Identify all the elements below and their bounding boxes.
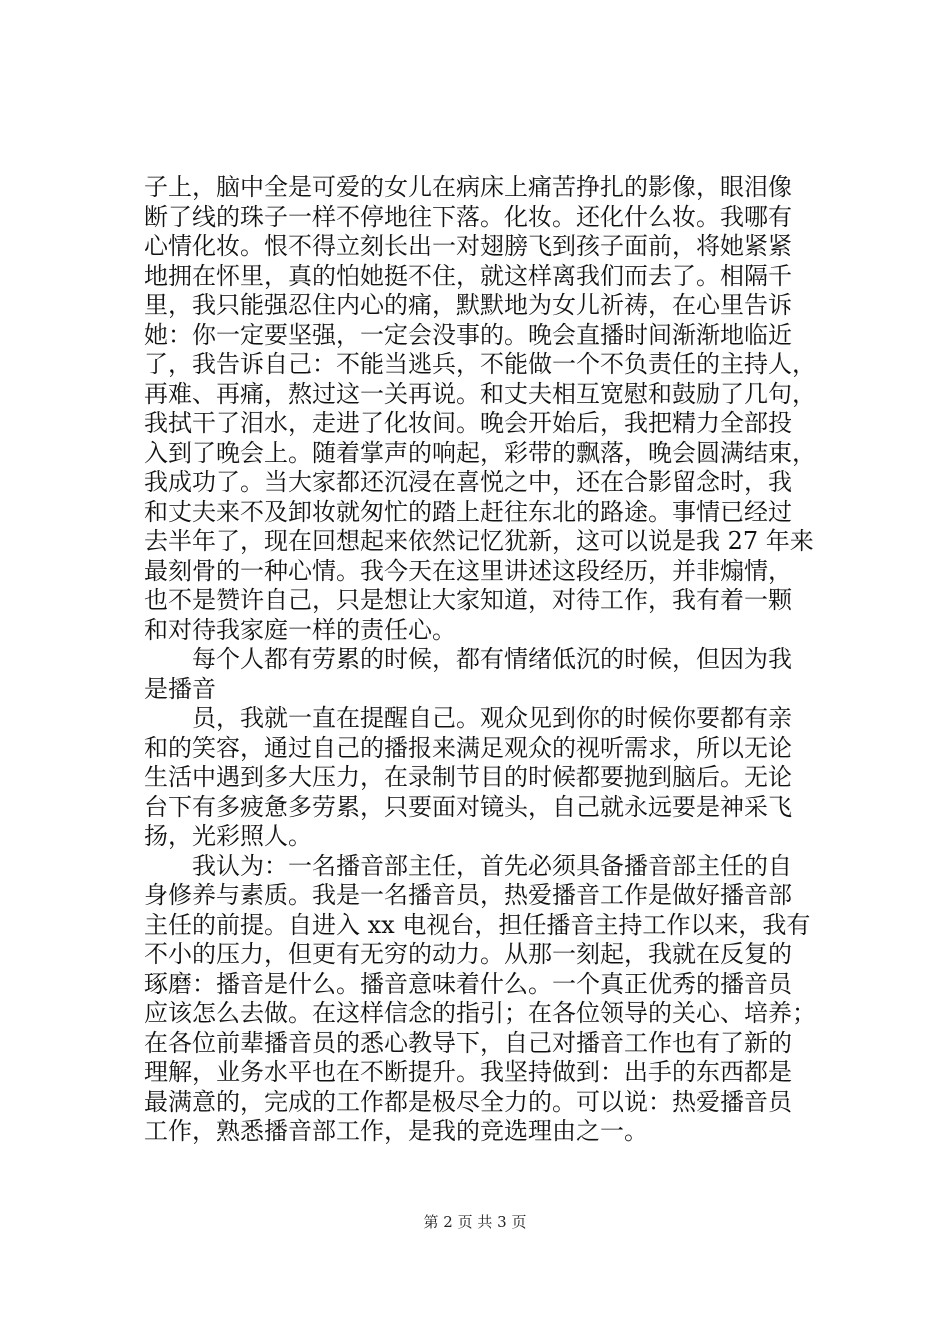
text-line: 和丈夫来不及卸妆就匆忙的踏上赶往东北的路途。事情已经过 bbox=[144, 497, 792, 526]
text-line: 地拥在怀里，真的怕她挺不住，就这样离我们而去了。相隔千 bbox=[144, 261, 792, 290]
text-line: 台下有多疲惫多劳累，只要面对镜头，自己就永远要是神采飞 bbox=[144, 792, 792, 821]
text-line: 琢磨：播音是什么。播音意味着什么。一个真正优秀的播音员 bbox=[144, 969, 792, 998]
text-line: 扬，光彩照人。 bbox=[144, 822, 312, 850]
text-line: 和对待我家庭一样的责任心。 bbox=[144, 615, 456, 644]
text-line: 她：你一定要坚强，一定会没事的。晚会直播时间渐渐地临近 bbox=[144, 320, 792, 349]
text-line: 最满意的，完成的工作都是极尽全力的。可以说：热爱播音员 bbox=[144, 1087, 792, 1116]
text-line: 生活中遇到多大压力，在录制节目的时候都要抛到脑后。无论 bbox=[144, 763, 792, 791]
text-line: 身修养与素质。我是一名播音员，热爱播音工作是做好播音部 bbox=[144, 881, 792, 909]
text-line: 了，我告诉自己：不能当逃兵，不能做一个不负责任的主持人， bbox=[144, 350, 816, 378]
page-footer: 第 2 页 共 3 页 bbox=[423, 1213, 527, 1231]
text-line: 也不是赞许自己，只是想让大家知道，对待工作，我有着一颗 bbox=[144, 586, 792, 614]
text-line: 我成功了。当大家都还沉浸在喜悦之中，还在合影留念时，我 bbox=[144, 468, 792, 496]
text-line: 再难、再痛，熬过这一关再说。和丈夫相互宽慰和鼓励了几句， bbox=[144, 379, 816, 408]
text-line: 在各位前辈播音员的悉心教导下，自己对播音工作也有了新的 bbox=[144, 1028, 792, 1057]
text-line: 和的笑容，通过自己的播报来满足观众的视听需求，所以无论 bbox=[144, 733, 792, 762]
text-line: 每个人都有劳累的时候，都有情绪低沉的时候，但因为我 bbox=[192, 645, 792, 673]
text-line: 最刻骨的一种心情。我今天在这里讲述这段经历，并非煽情， bbox=[144, 556, 792, 585]
body-text bbox=[144, 173, 834, 1147]
text-line: 断了线的珠子一样不停地往下落。化妆。还化什么妆。我哪有 bbox=[144, 202, 792, 231]
text-line: 工作，熟悉播音部工作，是我的竞选理由之一。 bbox=[144, 1117, 648, 1145]
text-line: 入到了晚会上。随着掌声的响起，彩带的飘落，晚会圆满结束， bbox=[144, 438, 816, 467]
text-line: 应该怎么去做。在这样信念的指引；在各位领导的关心、培养； bbox=[144, 999, 816, 1027]
text-line: 是播音 bbox=[144, 674, 216, 703]
text-line: 去半年了，现在回想起来依然记忆犹新，这可以说是我 27 年来 bbox=[144, 527, 814, 555]
text-line: 子上，脑中全是可爱的女儿在病床上痛苦挣扎的影像，眼泪像 bbox=[144, 173, 792, 201]
text-line: 心情化妆。恨不得立刻长出一对翅膀飞到孩子面前，将她紧紧 bbox=[144, 232, 792, 260]
text-line: 主任的前提。自进入 xx 电视台，担任播音主持工作以来，我有 bbox=[144, 910, 811, 939]
text-line: 理解，业务水平也在不断提升。我坚持做到：出手的东西都是 bbox=[144, 1058, 792, 1086]
text-line: 我认为：一名播音部主任，首先必须具备播音部主任的自 bbox=[192, 851, 792, 880]
text-line: 员，我就一直在提醒自己。观众见到你的时候你要都有亲 bbox=[192, 704, 792, 732]
text-line: 不小的压力，但更有无穷的动力。从那一刻起，我就在反复的 bbox=[144, 940, 792, 968]
text-line: 里，我只能强忍住内心的痛，默默地为女儿祈祷，在心里告诉 bbox=[144, 291, 792, 319]
text-line: 我拭干了泪水，走进了化妆间。晚会开始后，我把精力全部投 bbox=[144, 409, 792, 437]
